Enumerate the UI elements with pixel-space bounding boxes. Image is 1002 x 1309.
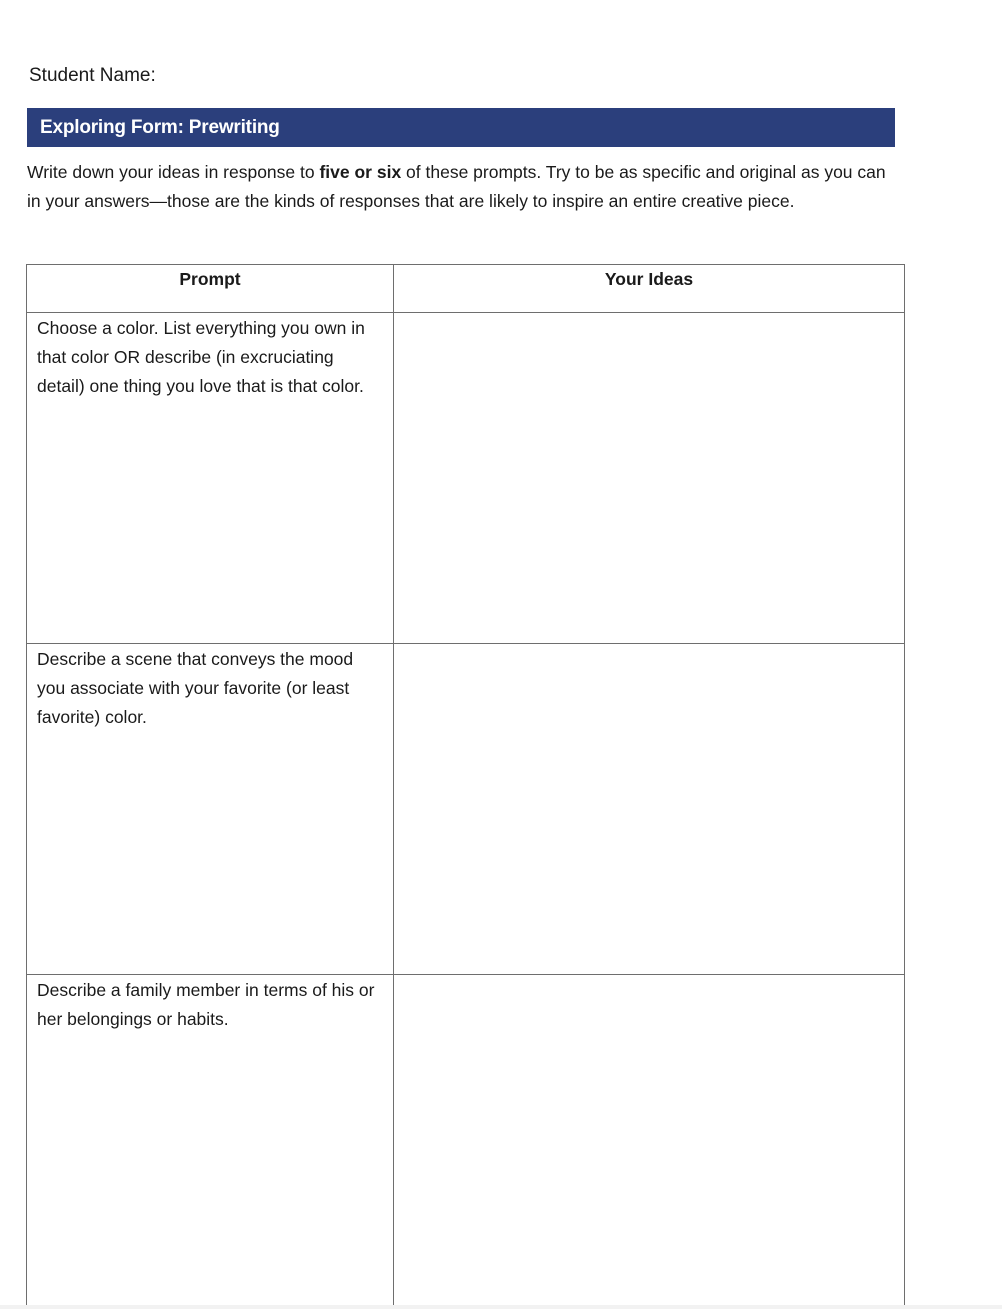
student-name-label: Student Name: bbox=[29, 65, 156, 86]
table-row bbox=[27, 313, 905, 644]
ideas-cell[interactable] bbox=[394, 975, 905, 1307]
table-row bbox=[27, 644, 905, 975]
ideas-cell[interactable] bbox=[394, 644, 905, 975]
section-title-banner bbox=[27, 108, 895, 147]
instructions-emphasis: five or six bbox=[319, 162, 402, 182]
section-title: Exploring Form: Prewriting bbox=[40, 116, 280, 138]
prompt-cell: Describe a scene that conveys the mood you associate with your favorite (or least favorite) color. bbox=[27, 644, 394, 975]
table-header-row bbox=[27, 265, 905, 313]
prompt-cell: Choose a color. List everything you own in that color OR describe (in excruciating detail) one thing you love that is that color. bbox=[27, 313, 394, 644]
instructions-tail: of these prompts. Try to be as specific and original as you can in your answers—those are the kinds of responses that are likely to inspire an entire creative piece. bbox=[27, 162, 886, 211]
prompt-cell: Describe a family member in terms of his or her belongings or habits. bbox=[27, 975, 394, 1307]
ideas-column-header: Your Ideas bbox=[394, 265, 905, 313]
table-row bbox=[27, 975, 905, 1307]
prompt-column-header: Prompt bbox=[27, 265, 394, 313]
instructions-lead: Write down your ideas in response to bbox=[27, 162, 320, 182]
page-bottom-edge bbox=[0, 1305, 1002, 1309]
prompt-table bbox=[26, 264, 905, 1307]
instructions-paragraph bbox=[27, 158, 887, 216]
ideas-cell[interactable] bbox=[394, 313, 905, 644]
